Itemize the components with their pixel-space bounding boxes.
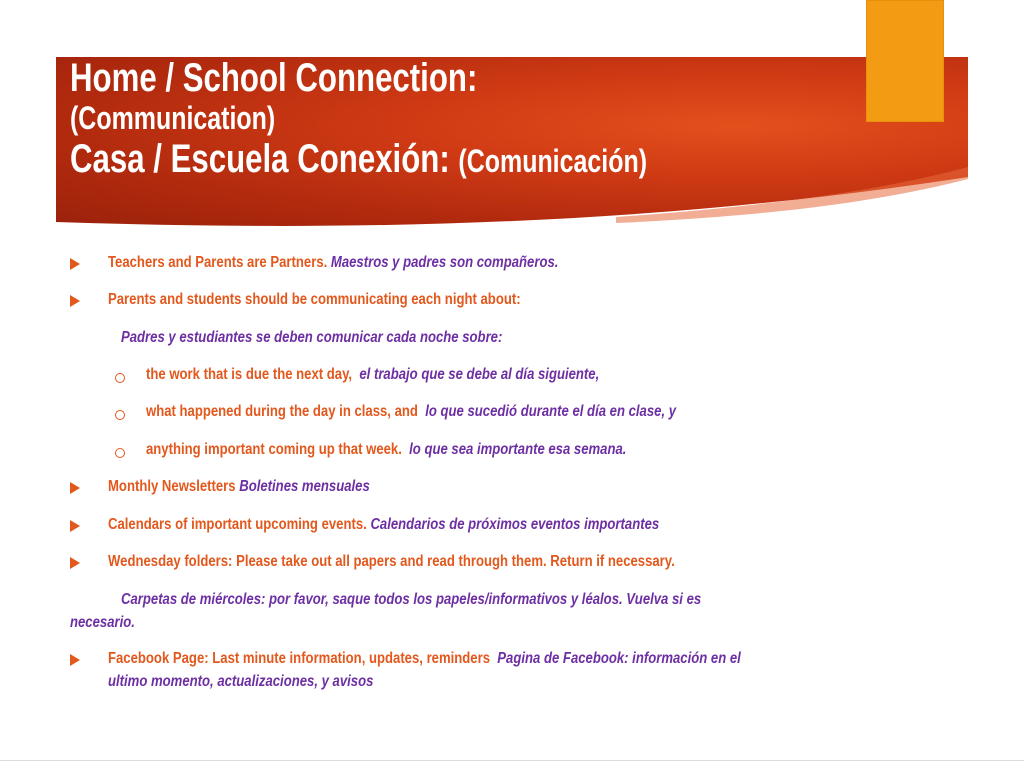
accent-block [866,0,944,122]
circle-bullet-icon [115,373,125,383]
spanish-text: lo que sea importante esa semana. [409,441,627,458]
spanish-text: necesario. [70,614,135,631]
spanish-text: Maestros y padres son compañeros. [330,254,559,271]
bottom-divider [0,760,1024,761]
english-text: what happened during the day in class, and [146,403,418,420]
list-item [108,553,675,571]
spanish-text: Boletines mensuales [239,478,370,495]
english-text: Parents and students should be communicating each night about: [108,291,521,308]
sub-list-item [146,441,626,459]
spanish-text: Pagina de Facebook: información en el [497,650,741,667]
title-line-2: (Communication) [70,99,276,136]
spanish-text: lo que sucedió durante el día en clase, y [425,403,677,420]
title-line-1: Home / School Connection: [70,56,478,100]
sub-list-item [146,403,676,421]
english-text: Wednesday folders: Please take out all papers and read through them. Return if necessary. [108,553,675,570]
list-item [108,478,370,496]
arrow-bullet-icon [70,258,80,270]
arrow-bullet-icon [70,520,80,532]
list-item [108,516,659,534]
spanish-text: ultimo momento, actualizaciones, y avisos [108,673,374,690]
english-text: Calendars of important upcoming events. [108,516,367,533]
sub-list-item [146,366,599,384]
circle-bullet-icon [115,448,125,458]
arrow-bullet-icon [70,482,80,494]
circle-bullet-icon [115,410,125,420]
spanish-text: Carpetas de miércoles: por favor, saque todos los papeles/informativos y léalos. Vuelva si es [121,591,702,608]
spanish-text: Padres y estudiantes se deben comunicar cada noche sobre: [121,329,503,346]
title-line-3-paren: (Comunicación) [458,142,648,179]
english-text: anything important coming up that week. [146,441,402,458]
spanish-text: Calendarios de próximos eventos importantes [370,516,660,533]
list-item [108,291,521,309]
english-text: Teachers and Parents are Partners. [108,254,328,271]
list-item [108,254,558,272]
title-line-3 [70,137,694,182]
list-item-continuation [70,614,135,632]
english-text: Facebook Page: Last minute information, updates, reminders [108,650,491,667]
title-line-3-main: Casa / Escuela Conexión: [70,136,450,181]
list-item [108,650,741,668]
arrow-bullet-icon [70,557,80,569]
english-text: Monthly Newsletters [108,478,236,495]
arrow-bullet-icon [70,654,80,666]
list-item-continuation [121,591,701,609]
list-item-continuation [108,673,373,691]
slide-title [70,56,694,181]
arrow-bullet-icon [70,295,80,307]
list-item-continuation [121,329,502,347]
spanish-text: el trabajo que se debe al día siguiente, [359,366,600,383]
english-text: the work that is due the next day, [146,366,353,383]
